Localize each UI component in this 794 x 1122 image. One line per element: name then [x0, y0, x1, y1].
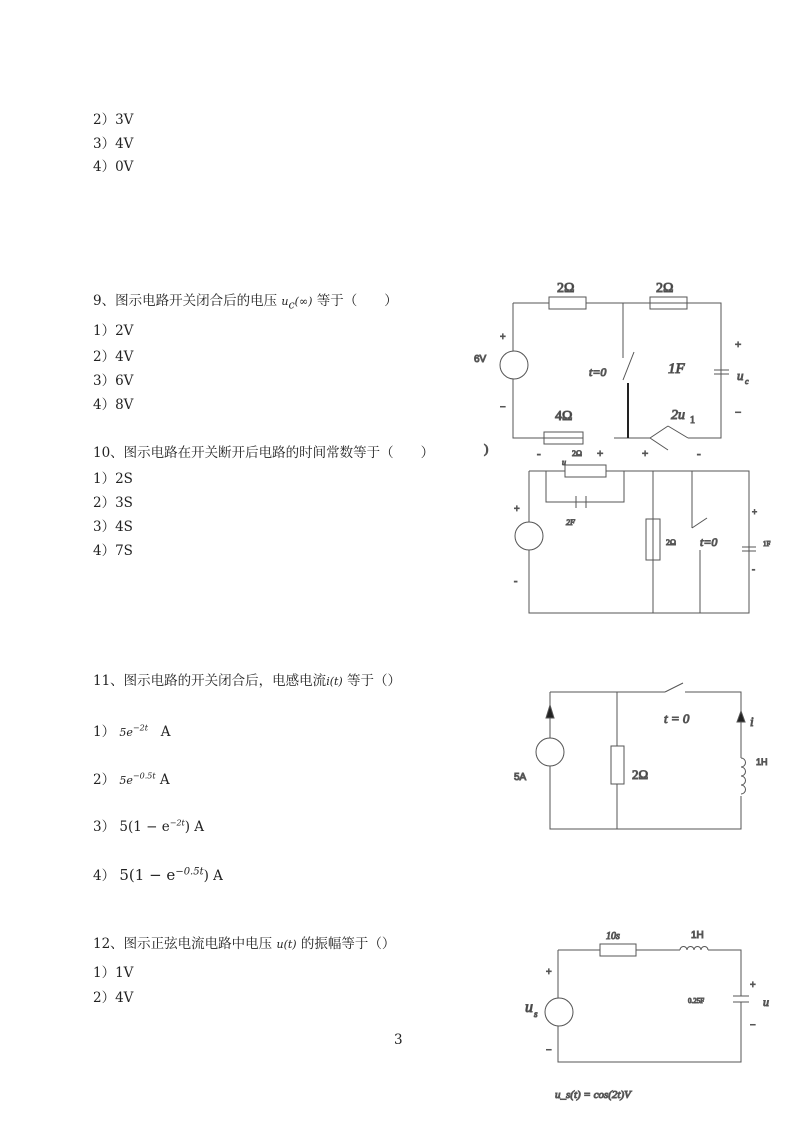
option: 3）4V	[93, 136, 134, 152]
svg-text:−: −	[546, 1045, 552, 1056]
svg-text:u: u	[763, 995, 769, 1009]
question-12: 12、图示正弦电流电路中电压 u(t) 的振幅等于（）	[93, 936, 396, 952]
svg-text:2Ω: 2Ω	[656, 281, 674, 296]
resistor	[611, 746, 624, 784]
svg-text:2F: 2F	[566, 518, 575, 527]
question-10: 10、图示电路在开关断开后电路的时间常数等于（ ）	[93, 445, 435, 461]
resistor	[600, 944, 636, 956]
option: 3）4S	[93, 519, 133, 535]
svg-text:2Ω: 2Ω	[632, 767, 649, 782]
svg-text:2Ω: 2Ω	[572, 449, 582, 458]
inductor	[741, 758, 746, 794]
option: 4）0V	[93, 159, 134, 175]
svg-text:10s: 10s	[606, 931, 620, 942]
circuit-q11	[514, 683, 768, 829]
svg-text:i: i	[750, 714, 754, 729]
svg-text:5A: 5A	[514, 772, 527, 783]
option: 1）1V	[93, 965, 134, 981]
svg-text:-: -	[697, 448, 701, 460]
svg-text:−: −	[500, 402, 506, 413]
circuit-q9	[474, 281, 749, 450]
svg-text:2Ω: 2Ω	[557, 281, 575, 296]
page-number: 3	[394, 1032, 403, 1048]
svg-text:t=0: t=0	[700, 535, 718, 549]
svg-text:c: c	[745, 377, 749, 386]
dependent-source	[650, 426, 688, 450]
svg-text:-: -	[514, 576, 518, 587]
voltage-source	[500, 351, 528, 379]
option: 2） $5e^{-0.5t}$ A	[93, 771, 170, 788]
inductor	[680, 947, 708, 950]
svg-text:-: -	[752, 564, 755, 574]
option: 1）2S	[93, 471, 133, 487]
question-11: 11、图示电路的开关闭合后，电感电流i(t) 等于（）	[93, 673, 402, 689]
svg-text:-: -	[537, 448, 541, 460]
option: 2）3V	[93, 112, 134, 128]
svg-text:s: s	[534, 1009, 538, 1019]
option: 2）4V	[93, 349, 134, 365]
svg-text:u: u	[525, 999, 533, 1016]
option: 1）2V	[93, 323, 134, 339]
current-source	[536, 738, 564, 766]
source-equation: u_s(t) = cos(2t)V	[555, 1089, 631, 1101]
svg-text:+: +	[750, 980, 756, 991]
option: 4）8V	[93, 397, 134, 413]
switch	[665, 683, 683, 692]
svg-text:0.25F: 0.25F	[688, 997, 705, 1005]
svg-text:−: −	[735, 407, 742, 419]
svg-text:2u: 2u	[671, 408, 685, 423]
svg-text:u: u	[737, 368, 744, 383]
voltage-source	[545, 998, 573, 1026]
svg-text:6V: 6V	[474, 354, 487, 365]
resistor	[565, 465, 606, 477]
svg-text:4Ω: 4Ω	[555, 409, 573, 424]
svg-text:1H: 1H	[756, 757, 768, 767]
option: 2）4V	[93, 990, 134, 1006]
option: 3） $5(1 - e^{-2t})$ A	[93, 818, 205, 835]
option: 2）3S	[93, 495, 133, 511]
svg-text:+: +	[642, 448, 649, 460]
svg-text:): )	[484, 441, 489, 456]
svg-text:+: +	[597, 448, 604, 460]
resistor	[549, 297, 586, 309]
svg-text:1H: 1H	[691, 930, 704, 941]
svg-text:1F: 1F	[763, 540, 771, 548]
svg-text:1: 1	[690, 415, 695, 426]
capacitor	[733, 996, 749, 1002]
option: 4）7S	[93, 543, 133, 559]
svg-text:t = 0: t = 0	[664, 711, 690, 726]
option: 3）6V	[93, 373, 134, 389]
svg-text:−: −	[750, 1020, 756, 1031]
svg-text:1F: 1F	[668, 361, 685, 377]
svg-text:+: +	[514, 504, 520, 515]
voltage-source	[515, 522, 543, 550]
svg-text:+: +	[735, 339, 742, 351]
svg-text:u: u	[562, 458, 566, 467]
svg-text:t=0: t=0	[589, 365, 607, 379]
option: 1） $5e^{-2t}$ A	[93, 723, 171, 740]
svg-text:+: +	[546, 967, 552, 978]
option: 4） $5(1 - e^{-0.5t})$ A	[93, 866, 223, 884]
svg-text:+: +	[500, 332, 506, 343]
circuit-q10	[484, 441, 771, 613]
svg-text:+: +	[752, 507, 758, 517]
circuit-q12	[525, 930, 769, 1101]
arrow-icon	[546, 705, 554, 718]
switch	[692, 518, 707, 535]
question-9: 9、图示电路开关闭合后的电压 $u_c(\infty)$ 等于（ ）	[93, 293, 398, 312]
svg-text:2Ω: 2Ω	[666, 538, 676, 547]
